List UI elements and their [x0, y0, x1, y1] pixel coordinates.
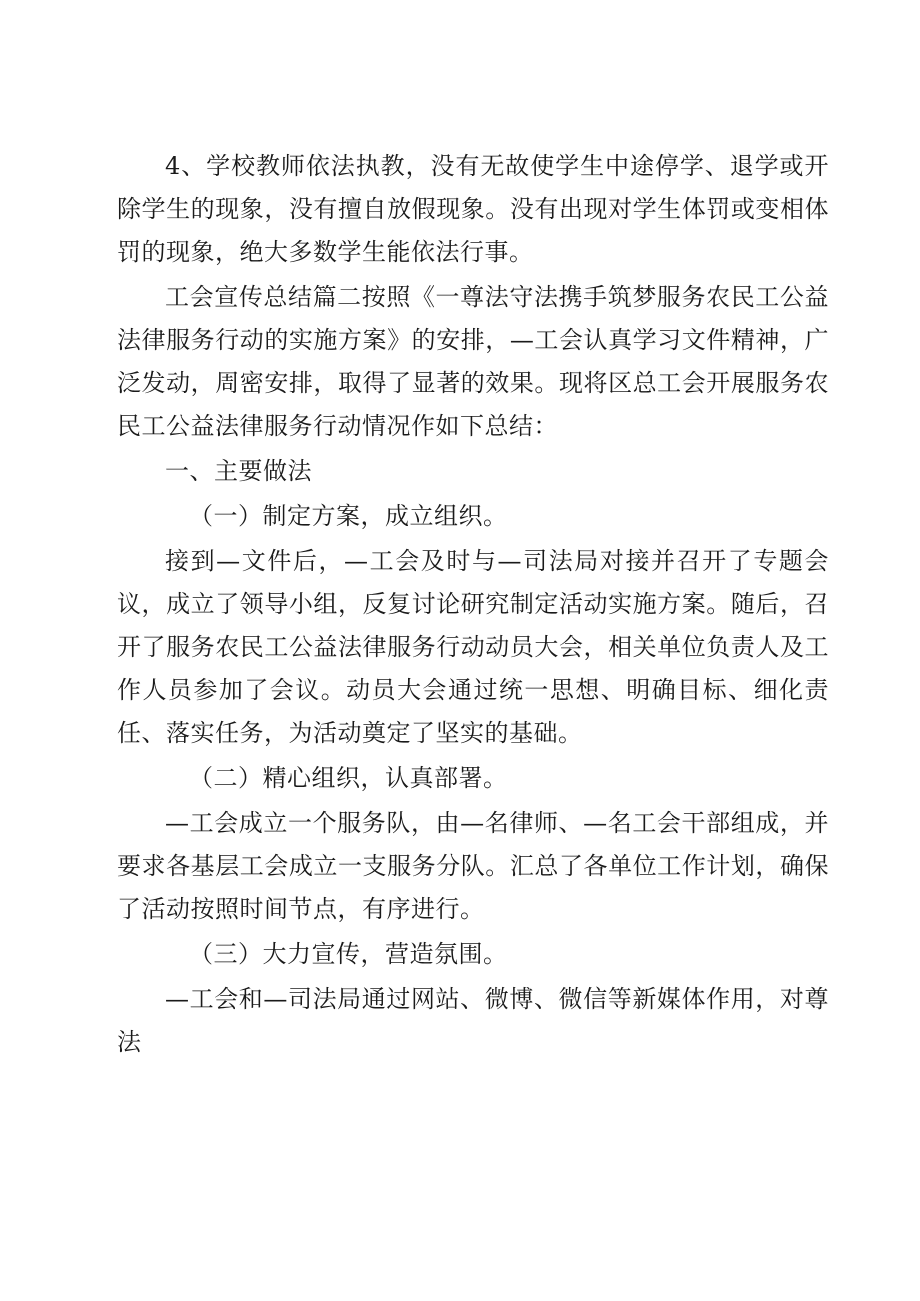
subheading-plan: （一）制定方案，成立组织。: [189, 502, 508, 530]
paragraph-plan-details: 接到—文件后，—工会及时与—司法局对接并召开了专题会议，成立了领导小组，反复讨论研究制定活动实施方案。随后，召开了服务农民工公益法律服务行动动员大会，相关单位负责人及工作人员参加了会议。动员大会通过统一思想、明确目标、细化责任、落实任务，为活动奠定了坚实的基础。: [117, 547, 829, 747]
paragraph-item-4: 4、学校教师依法执教，没有无故使学生中途停学、退学或开除学生的现象，没有擅自放假现象。没有出现对学生体罚或变相体罚的现象，绝大多数学生能依法行事。: [117, 152, 829, 266]
paragraph-organize-details: —工会成立一个服务队，由—名律师、—名工会干部组成，并要求各基层工会成立一支服务分队。汇总了各单位工作计划，确保了活动按照时间节点，有序进行。: [117, 809, 829, 923]
document-body: [117, 145, 829, 1066]
subheading-organize: （二）精心组织，认真部署。: [189, 764, 508, 792]
section-heading-main-methods: 一、主要做法: [165, 457, 312, 485]
paragraph-union-summary: 工会宣传总结篇二按照《一尊法守法携手筑梦服务农民工公益法律服务行动的实施方案》的安排，—工会认真学习文件精神，广泛发动，周密安排，取得了显著的效果。现将区总工会开展服务农民工公益法律服务行动情况作如下总结：: [117, 283, 829, 440]
paragraph-publicity-details: —工会和—司法局通过网站、微博、微信等新媒体作用，对尊法: [117, 985, 829, 1056]
subheading-publicity: （三）大力宣传，营造氛围。: [189, 940, 508, 968]
